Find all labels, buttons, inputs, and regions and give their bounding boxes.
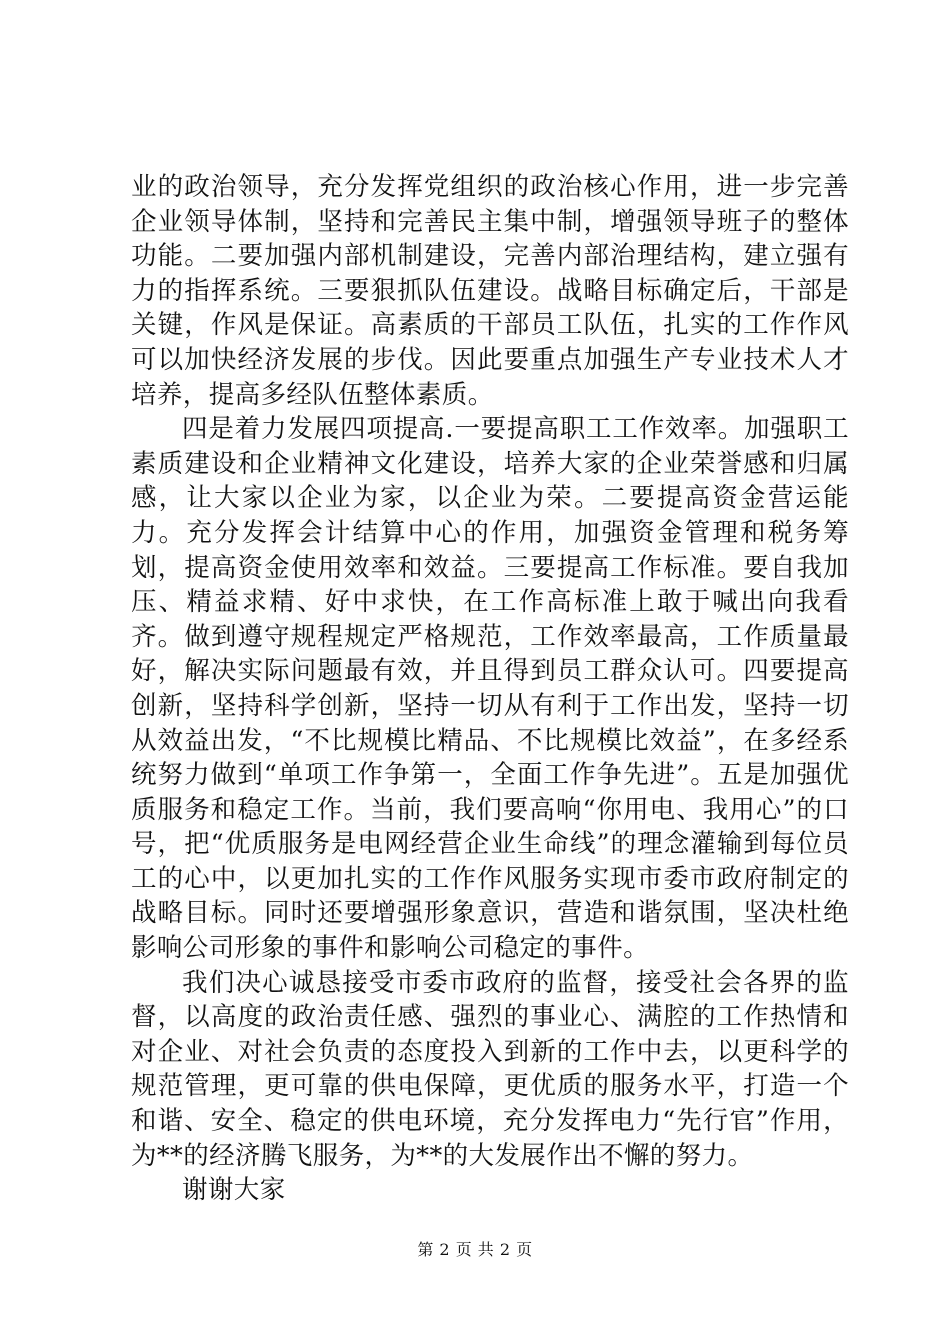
document-body	[131, 170, 849, 1208]
paragraph-four-improvements: 四是着力发展四项提高.一要提高职工工作效率。加强职工素质建设和企业精神文化建设，培养大家的企业荣誉感和归属感，让大家以企业为家，以企业为荣。二要提高资金营运能力。充分发挥会计结算中心的作用，加强资金管理和税务筹划，提高资金使用效率和效益。三要提高工作标准。要自我加压、精益求精、好中求快，在工作高标准上敢于喊出向我看齐。做到遵守规程规定严格规范，工作效率最高，工作质量最好，解决实际问题最有效，并且得到员工群众认可。四要提高创新，坚持科学创新，坚持一切从有利于工作出发，坚持一切从效益出发，“不比规模比精品、不比规模比效益”，在多经系统努力做到“单项工作争第一，全面工作争先进”。五是加强优质服务和稳定工作。当前，我们要高响“你用电、我用心”的口号，把“优质服务是电网经营企业生命线”的理念灌输到每位员工的心中，以更加扎实的工作作风服务实现市委市政府制定的战略目标。同时还要增强形象意识，营造和谐氛围，坚决杜绝影响公司形象的事件和影响公司稳定的事件。	[131, 414, 849, 964]
paragraph-closing-thanks: 谢谢大家	[182, 1175, 286, 1206]
page-footer: 第 2 页 共 2 页	[417, 1240, 533, 1259]
paragraph-continuation: 业的政治领导，充分发挥党组织的政治核心作用，进一步完善企业领导体制，坚持和完善民主集中制，增强领导班子的整体功能。二要加强内部机制建设，完善内部治理结构，建立强有力的指挥系统。三要狠抓队伍建设。战略目标确定后，干部是关键，作风是保证。高素质的干部员工队伍，扎实的工作作风可以加快经济发展的步伐。因此要重点加强生产专业技术人才培养，提高多经队伍整体素质。	[131, 172, 849, 410]
paragraph-commitment: 我们决心诚恳接受市委市政府的监督，接受社会各界的监督，以高度的政治责任感、强烈的事业心、满腔的工作热情和对企业、对社会负责的态度投入到新的工作中去，以更科学的规范管理，更可靠的供电保障，更优质的服务水平，打造一个和谐、安全、稳定的供电环境，充分发挥电力“先行官”作用，为**的经济腾飞服务，为**的大发展作出不懈的努力。	[131, 967, 849, 1171]
